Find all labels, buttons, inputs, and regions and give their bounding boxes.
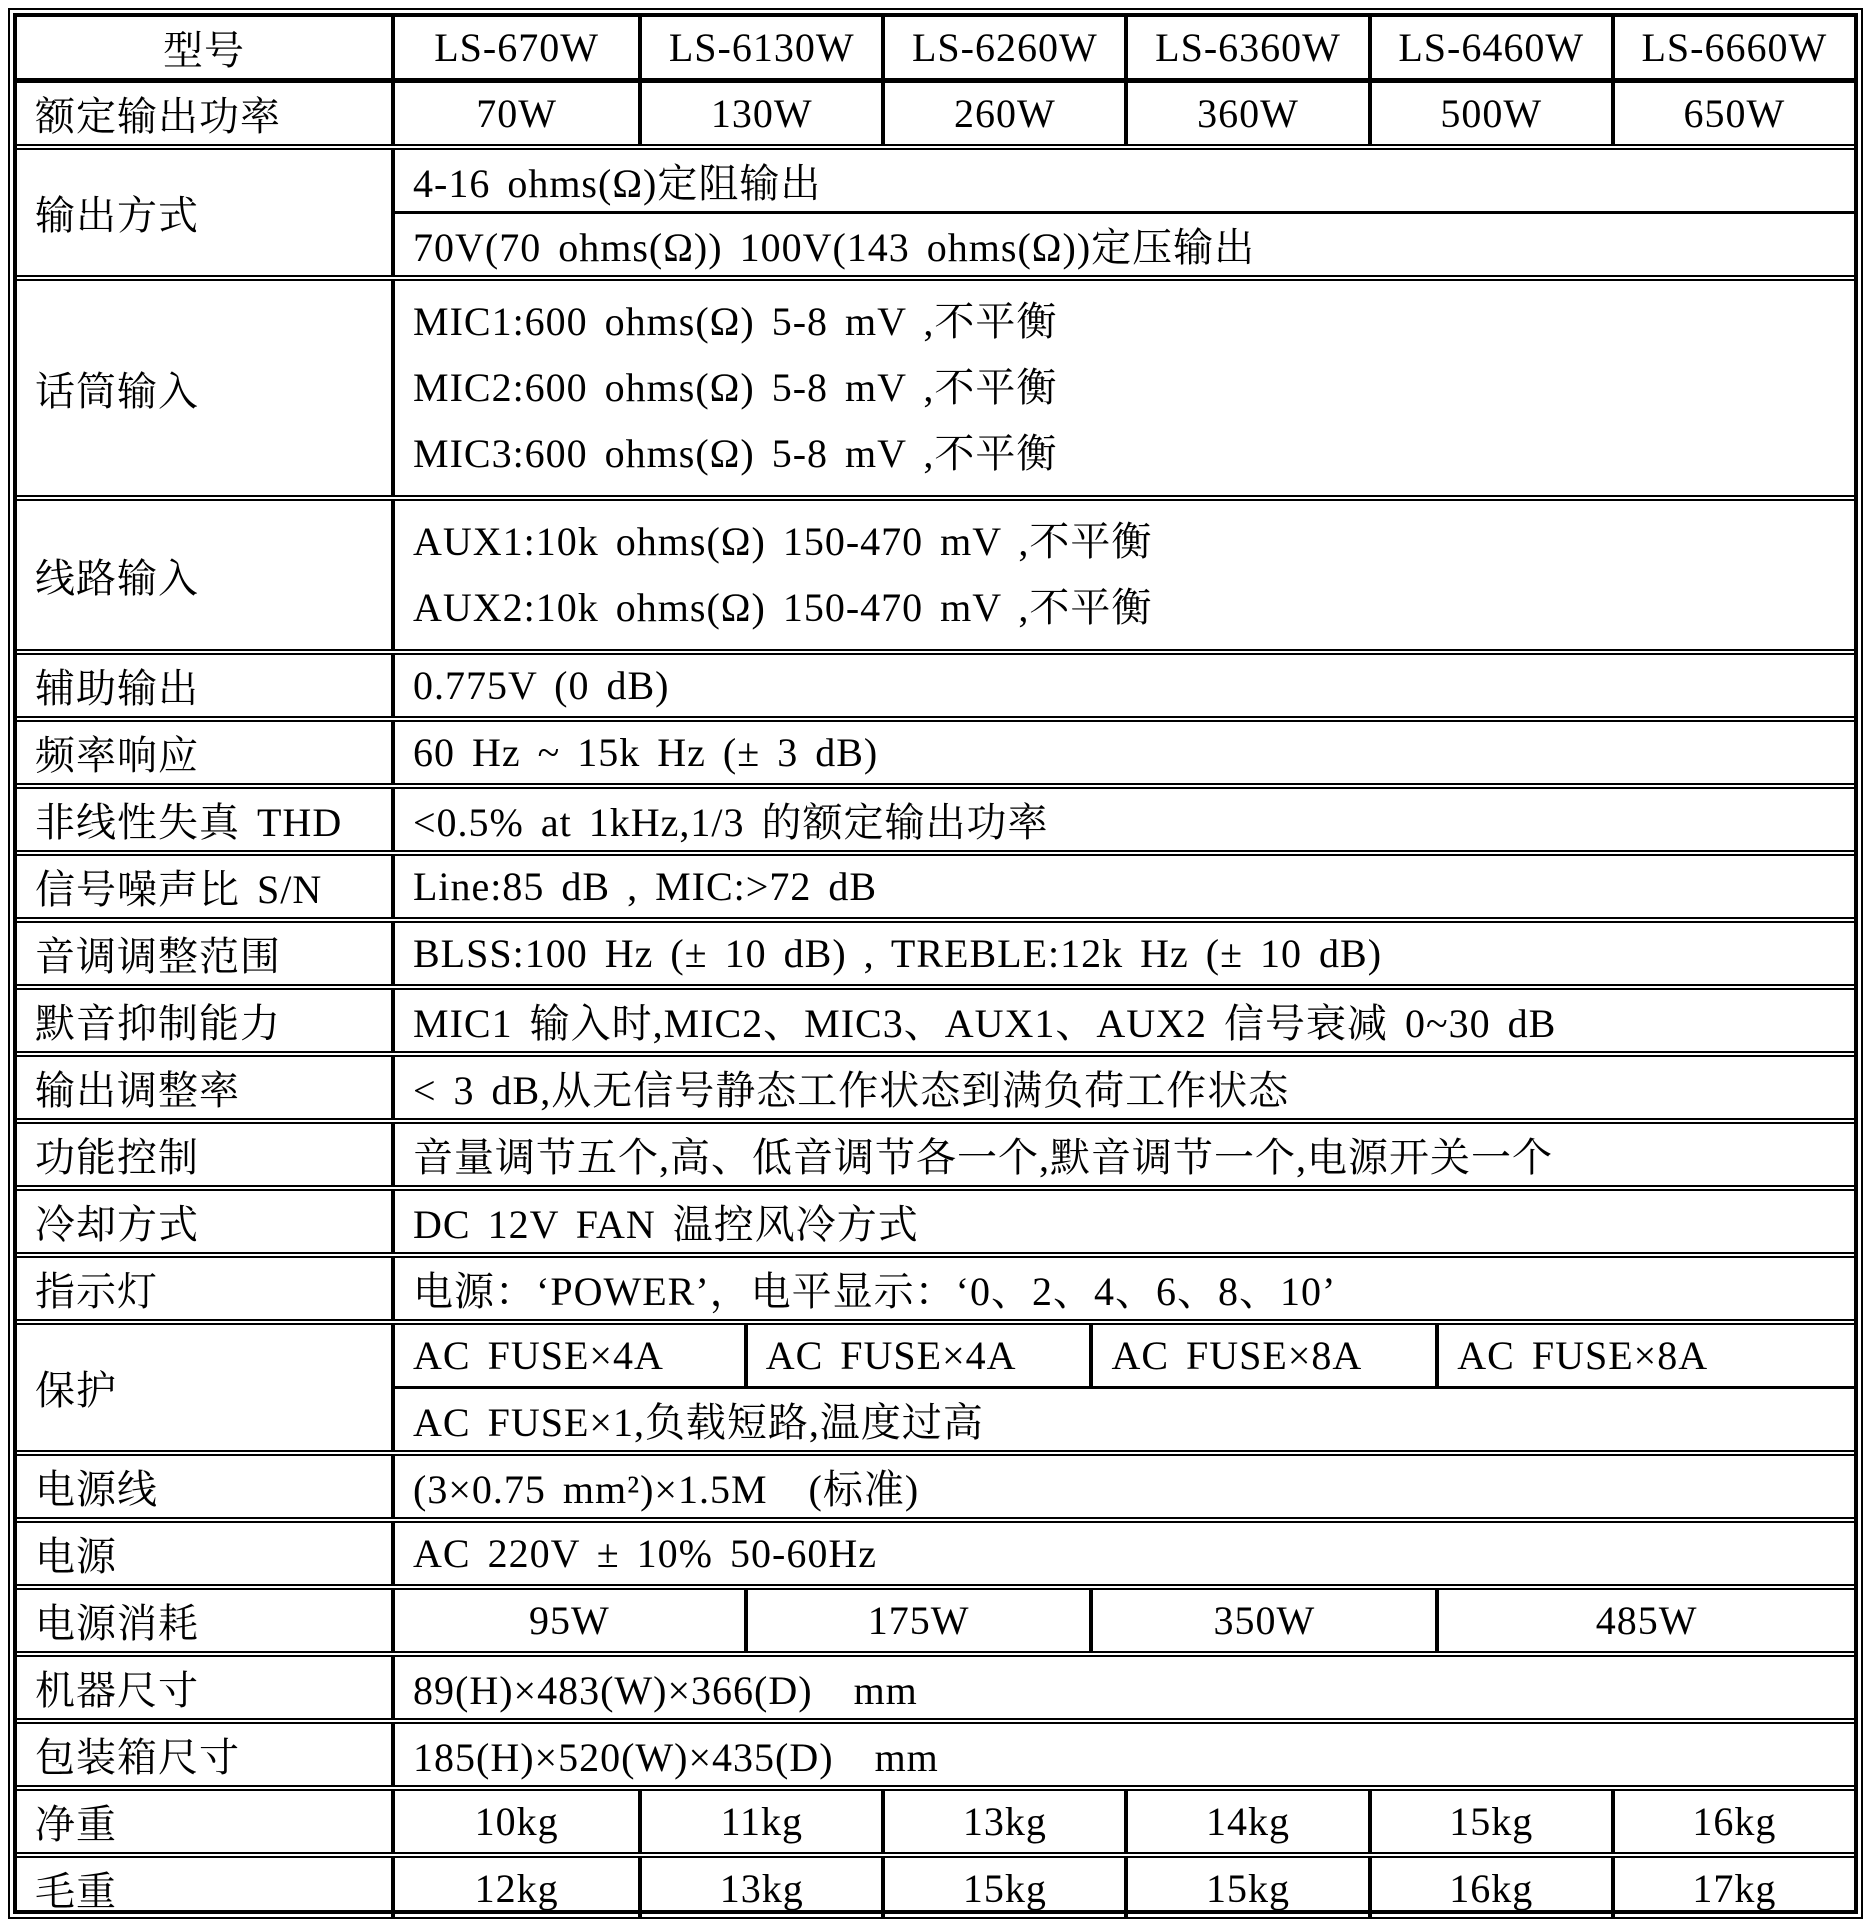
value-cell: 70W bbox=[476, 91, 557, 136]
value-cell: 15kg bbox=[1368, 1791, 1611, 1852]
value-cell: 485W bbox=[1435, 1590, 1854, 1651]
value-cell: 360W bbox=[1124, 83, 1367, 144]
row-label-protection: 保护 bbox=[17, 1325, 395, 1450]
value-cell: AC 220V ± 10% 50-60Hz bbox=[413, 1531, 877, 1576]
row-label-tone-range: 音调调整范围 bbox=[17, 923, 395, 984]
value-cell: 185(H)×520(W)×435(D) mm bbox=[413, 1735, 939, 1780]
value-cell: 电源：‘POWER’，电平显示：‘0、2、4、6、8、10’ bbox=[413, 1269, 1337, 1314]
value-cell: 70V(70 ohms(Ω)) 100V(143 ohms(Ω))定压输出 bbox=[413, 225, 1256, 270]
row-label-mute-suppression: 默音抑制能力 bbox=[17, 990, 395, 1051]
value-line: MIC2:600 ohms(Ω) 5-8 mV ,不平衡 bbox=[413, 365, 1058, 410]
row-thd bbox=[17, 783, 1854, 850]
row-label-line-input: 线路输入 bbox=[17, 501, 395, 649]
row-snr bbox=[17, 850, 1854, 917]
value-cell: AC FUSE×1,负载短路,温度过高 bbox=[413, 1400, 984, 1445]
model-cells bbox=[395, 17, 1854, 78]
row-aux-output bbox=[17, 649, 1854, 716]
value-cell: 60 Hz ~ 15k Hz (± 3 dB) bbox=[413, 730, 879, 775]
row-indicators bbox=[17, 1252, 1854, 1319]
fuse-cell: AC FUSE×8A bbox=[1435, 1325, 1854, 1386]
value-line: MIC3:600 ohms(Ω) 5-8 mV ,不平衡 bbox=[413, 431, 1058, 476]
value-cell: 350W bbox=[1089, 1590, 1435, 1651]
protection-subrows bbox=[395, 1325, 1854, 1450]
value-cell: 130W bbox=[638, 83, 881, 144]
value-cell: 260W bbox=[881, 83, 1124, 144]
value-cell: 500W bbox=[1368, 83, 1611, 144]
row-power-supply bbox=[17, 1517, 1854, 1584]
spec-table-frame bbox=[8, 8, 1863, 1919]
fuse-cell: AC FUSE×4A bbox=[744, 1325, 1090, 1386]
rated-power-cells bbox=[395, 83, 1854, 144]
value-cell: 17kg bbox=[1611, 1858, 1854, 1919]
value-cell: 音量调节五个,高、低音调节各一个,默音调节一个,电源开关一个 bbox=[413, 1135, 1553, 1180]
row-net-weight bbox=[17, 1785, 1854, 1852]
value-cell: 650W bbox=[1611, 83, 1854, 144]
value-cell: 15kg bbox=[881, 1858, 1124, 1919]
row-label-output-mode: 输出方式 bbox=[17, 150, 395, 275]
row-label-power-cord: 电源线 bbox=[17, 1456, 395, 1517]
row-mute-suppression bbox=[17, 984, 1854, 1051]
value-cell: 11kg bbox=[638, 1791, 881, 1852]
value-cell: 0.775V (0 dB) bbox=[413, 663, 670, 708]
output-mode-subrow bbox=[395, 150, 1854, 211]
value-cell: <0.5% at 1kHz,1/3 的额定输出功率 bbox=[413, 800, 1049, 845]
row-tone-range bbox=[17, 917, 1854, 984]
value-cell: MIC1 输入时,MIC2、MIC3、AUX1、AUX2 信号衰减 0~30 dB bbox=[413, 1001, 1557, 1046]
row-label-power-supply: 电源 bbox=[17, 1523, 395, 1584]
value-cell: 4-16 ohms(Ω)定阻输出 bbox=[413, 161, 822, 206]
value-cell: 15kg bbox=[1124, 1858, 1367, 1919]
row-function-control bbox=[17, 1118, 1854, 1185]
row-rated-power bbox=[17, 78, 1854, 144]
model-name-cell: LS-6260W bbox=[881, 17, 1124, 78]
output-mode-subrow bbox=[395, 211, 1854, 275]
protection-subrow bbox=[395, 1386, 1854, 1450]
row-label-aux-output: 辅助输出 bbox=[17, 655, 395, 716]
protection-fuse-subrow bbox=[395, 1325, 1854, 1386]
value-cell: 10kg bbox=[474, 1799, 559, 1844]
value-cell: 175W bbox=[744, 1590, 1090, 1651]
value-cell: DC 12V FAN 温控风冷方式 bbox=[413, 1202, 919, 1247]
line-input-lines bbox=[395, 501, 1854, 649]
row-label-freq-response: 频率响应 bbox=[17, 722, 395, 783]
row-power-consumption bbox=[17, 1584, 1854, 1651]
row-protection bbox=[17, 1319, 1854, 1450]
value-cell: 13kg bbox=[881, 1791, 1124, 1852]
fuse-cell: AC FUSE×4A bbox=[413, 1333, 664, 1378]
model-name-cell: LS-6360W bbox=[1124, 17, 1367, 78]
row-label-power-consumption: 电源消耗 bbox=[17, 1590, 395, 1651]
value-line: MIC1:600 ohms(Ω) 5-8 mV ,不平衡 bbox=[413, 299, 1058, 344]
row-label-mic-input: 话筒输入 bbox=[17, 281, 395, 495]
mic-input-lines bbox=[395, 281, 1854, 495]
model-name-cell: LS-6130W bbox=[638, 17, 881, 78]
row-label-cooling: 冷却方式 bbox=[17, 1191, 395, 1252]
value-cell: 95W bbox=[528, 1598, 610, 1643]
row-power-cord bbox=[17, 1450, 1854, 1517]
value-line: AUX2:10k ohms(Ω) 150-470 mV ,不平衡 bbox=[413, 585, 1153, 630]
row-freq-response bbox=[17, 716, 1854, 783]
row-output-regulation bbox=[17, 1051, 1854, 1118]
row-label-unit-size: 机器尺寸 bbox=[17, 1657, 395, 1718]
value-cell: 13kg bbox=[638, 1858, 881, 1919]
row-mic-input bbox=[17, 275, 1854, 495]
value-cell: 89(H)×483(W)×366(D) mm bbox=[413, 1668, 918, 1713]
row-output-mode bbox=[17, 144, 1854, 275]
fuse-cell: AC FUSE×8A bbox=[1089, 1325, 1435, 1386]
row-label-carton-size: 包装箱尺寸 bbox=[17, 1724, 395, 1785]
row-label-rated-power: 额定输出功率 bbox=[17, 83, 395, 144]
value-cell: < 3 dB,从无信号静态工作状态到满负荷工作状态 bbox=[413, 1068, 1290, 1113]
row-label-gross-weight: 毛重 bbox=[17, 1858, 395, 1919]
value-cell: BLSS:100 Hz (± 10 dB) , TREBLE:12k Hz (± 10 dB) bbox=[413, 931, 1383, 976]
row-label-snr: 信号噪声比 S/N bbox=[17, 856, 395, 917]
row-line-input bbox=[17, 495, 1854, 649]
row-label-function-control: 功能控制 bbox=[17, 1124, 395, 1185]
value-cell: 16kg bbox=[1368, 1858, 1611, 1919]
row-label-thd: 非线性失真 THD bbox=[17, 789, 395, 850]
row-gross-weight bbox=[17, 1852, 1854, 1919]
row-model bbox=[17, 17, 1854, 78]
value-cell: 16kg bbox=[1611, 1791, 1854, 1852]
row-label-model: 型号 bbox=[17, 17, 395, 78]
output-mode-subrows bbox=[395, 150, 1854, 275]
value-cell: Line:85 dB , MIC:>72 dB bbox=[413, 864, 878, 909]
row-label-output-regulation: 输出调整率 bbox=[17, 1057, 395, 1118]
model-name-cell: LS-6460W bbox=[1368, 17, 1611, 78]
value-line: AUX1:10k ohms(Ω) 150-470 mV ,不平衡 bbox=[413, 519, 1153, 564]
model-name-cell: LS-670W bbox=[434, 25, 599, 70]
row-label-indicators: 指示灯 bbox=[17, 1258, 395, 1319]
value-cell: 14kg bbox=[1124, 1791, 1367, 1852]
row-unit-size bbox=[17, 1651, 1854, 1718]
spec-table bbox=[13, 13, 1858, 1914]
value-cell: (3×0.75 mm²)×1.5M (标准) bbox=[413, 1467, 920, 1512]
model-name-cell: LS-6660W bbox=[1611, 17, 1854, 78]
value-cell: 12kg bbox=[474, 1866, 559, 1911]
row-label-net-weight: 净重 bbox=[17, 1791, 395, 1852]
row-carton-size bbox=[17, 1718, 1854, 1785]
row-cooling bbox=[17, 1185, 1854, 1252]
